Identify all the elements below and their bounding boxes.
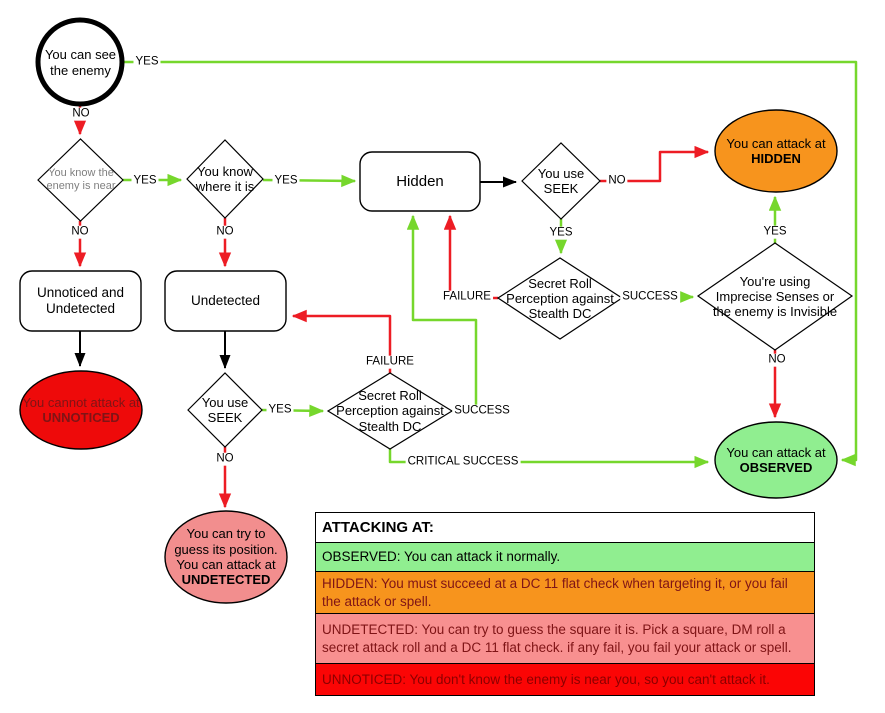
diamond-imprecise <box>698 243 852 350</box>
diamond-seek-top <box>522 143 600 219</box>
legend-row-observed <box>316 542 814 571</box>
secret-roll-bottom-label: Secret Roll Perception against Stealth DC <box>336 388 444 434</box>
hidden-box-label: Hidden <box>396 172 444 190</box>
start-circle <box>38 20 122 104</box>
edge-label-yes-imprecise: YES <box>763 225 787 238</box>
edge-label-no-imprecise: NO <box>768 353 786 366</box>
edge-label-yes-seektop: YES <box>549 226 573 239</box>
unnoticed-box-label: Unnoticed and Undetected <box>36 285 125 316</box>
attack-observed-keyword: OBSERVED <box>739 460 813 475</box>
ellipse-attack-hidden <box>715 110 837 192</box>
enemy-near-label: You know the enemy is near <box>46 167 116 192</box>
ellipse-attack-undetected <box>165 511 287 603</box>
attack-hidden-keyword: HIDDEN <box>751 151 801 166</box>
cannot-attack-prefix: You cannot attack at <box>22 394 140 410</box>
ellipse-attack-observed <box>715 422 837 498</box>
edge-label-success-bottom: SUCCESS <box>454 404 510 417</box>
diamond-secret-roll-bottom <box>328 373 452 449</box>
edge-label-no-start: NO <box>72 107 90 120</box>
legend-row-observed-text: OBSERVED: You can attack it normally. <box>322 549 561 565</box>
edge-label-yes-seekbot: YES <box>268 403 292 416</box>
undetected-box <box>165 271 286 331</box>
legend-table <box>315 512 815 696</box>
diamond-enemy-near <box>38 139 123 221</box>
edge-secrettop-failure <box>450 216 498 298</box>
legend-row-unnoticed-text: UNNOTICED: You don't know the enemy is near you, so you can't attack it. <box>322 671 770 687</box>
seek-bottom-label: You use SEEK <box>201 394 249 425</box>
edge-label-failure-bottom: FAILURE <box>366 355 414 368</box>
legend-row-hidden-text: HIDDEN: You must succeed at a DC 11 flat check when targeting it, or you fail the attack or spell. <box>322 576 788 609</box>
legend-title: ATTACKING AT: <box>316 513 814 542</box>
diamond-seek-bottom <box>188 373 262 447</box>
edge-label-no-seektop: NO <box>608 174 626 187</box>
seek-top-label: You use SEEK <box>537 165 585 196</box>
diamond-secret-roll-top <box>498 258 622 339</box>
imprecise-label: You're using Imprecise Senses or the enemy is Invisible <box>712 273 838 320</box>
cannot-attack-keyword: UNNOTICED <box>42 410 120 425</box>
secret-roll-top-label: Secret Roll Perception against Stealth DC <box>506 275 614 322</box>
legend-row-unnoticed <box>316 663 814 695</box>
attack-undetected-prefix: You can try to guess its position. You can attack at <box>174 526 278 572</box>
edge-label-success-top: SUCCESS <box>622 290 678 303</box>
know-where-label: You know where it is <box>195 163 255 194</box>
edge-label-yes-where: YES <box>274 174 298 187</box>
edge-label-critical-success: CRITICAL SUCCESS <box>407 455 519 468</box>
undetected-box-label: Undetected <box>190 293 261 309</box>
edge-label-failure-top: FAILURE <box>443 290 491 303</box>
edge-label-yes-start: YES <box>135 55 159 68</box>
attack-hidden-prefix: You can attack at <box>726 135 826 151</box>
legend-row-undetected <box>316 613 814 663</box>
attack-observed-prefix: You can attack at <box>726 444 826 460</box>
start-circle-label: You can see the enemy <box>44 47 117 78</box>
edge-label-no-near: NO <box>71 225 89 238</box>
edge-label-no-seekbot: NO <box>216 452 234 465</box>
hidden-box <box>360 152 480 211</box>
edge-label-no-where: NO <box>216 225 234 238</box>
legend-row-undetected-text: UNDETECTED: You can try to guess the square it is. Pick a square, DM roll a secret attack roll and a DC 11 flat check. if any fail, you fail your attack or spell. <box>322 622 792 655</box>
edge-secretbot-success <box>413 216 476 411</box>
unnoticed-undetected-box <box>20 271 141 331</box>
legend-row-hidden <box>316 571 814 613</box>
attack-undetected-keyword: UNDETECTED <box>181 572 271 588</box>
edge-label-yes-near: YES <box>133 174 157 187</box>
diamond-know-where <box>187 140 263 218</box>
ellipse-cannot-attack <box>20 371 142 449</box>
